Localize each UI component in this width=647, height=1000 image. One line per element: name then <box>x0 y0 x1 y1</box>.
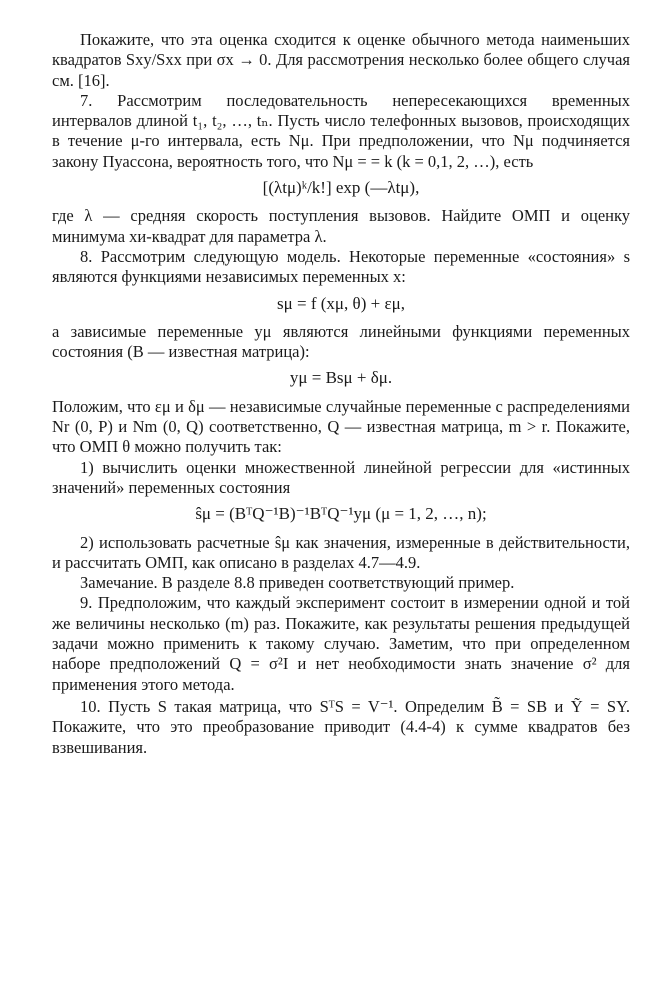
formula-state-model: sμ = f (xμ, θ) + εμ, <box>277 293 405 313</box>
formula-poisson: [(λtμ)ᵏ/k!] exp (—λtμ), <box>262 178 420 198</box>
document-page <box>52 30 630 758</box>
paragraph-problem-8-assumptions: Положим, что εμ и δμ — независимые случайные переменные с распределениями Nr (0, P) и Nm (0, Q) соответственно, Q — известная матрица, m > r. Покажите, что ОМП θ можно получить так: <box>52 396 630 457</box>
paragraph-problem-9: 9. Предположим, что каждый эксперимент состоит в измерении одной и той же величины несколько (m) раз. Покажите, как результаты решения предыдущей задачи можно применить к такому случаю. Заметим, что при определенном наборе предположений Q = σ²I и нет необходимости знать значение σ² для применения этого метода. <box>52 593 630 694</box>
formula-regression-estimate: ŝμ = (BᵀQ⁻¹B)⁻¹BᵀQ⁻¹yμ (μ = 1, 2, …, n); <box>195 504 487 524</box>
paragraph-problem-7-continued: где λ — средняя скорость поступления вызовов. Найдите ОМП и оценку минимума хи-квадрат для параметра λ. <box>52 206 630 246</box>
paragraph-problem-8: 8. Рассмотрим следующую модель. Некоторые переменные «состояния» s являются функциями независимых переменных x: <box>52 246 630 287</box>
paragraph-problem-10: 10. Пусть S такая матрица, что SᵀS = V⁻¹. Определим B̃ = SB и Ỹ = SY. Покажите, что это преобразование приводит (4.4-4) к сумме квадратов без взвешивания. <box>52 696 630 757</box>
paragraph-problem-8-step-1: 1) вычислить оценки множественной линейной регрессии для «истинных значений» переменных состояния <box>52 457 630 497</box>
paragraph-intro: Покажите, что эта оценка сходится к оценке обычного метода наименьших квадратов Sxy/Sxx при σx → 0. Для рассмотрения несколько более общего случая см. [16]. <box>52 30 630 90</box>
paragraph-problem-8-step-2: 2) использовать расчетные ŝμ как значения, измеренные в действительности, и рассчитать ОМП, как описано в разделах 4.7—4.9. <box>52 532 630 572</box>
formula-observation-model: yμ = Bsμ + δμ. <box>289 368 393 388</box>
paragraph-problem-8-dependent: а зависимые переменные yμ являются линейными функциями переменных состояния (B — известная матрица): <box>52 321 630 362</box>
paragraph-problem-7: 7. Рассмотрим последовательность непересекающихся временных интервалов длиной t₁, t₂, …, tₙ. Пусть число телефонных вызовов, происходящих в течение μ-го интервала, есть Nμ. При предположении, что Nμ подчиняется закону Пуассона, вероятность того, что Nμ = = k (k = 0,1, 2, …), есть <box>52 90 630 171</box>
paragraph-problem-8-note: Замечание. В разделе 8.8 приведен соответствующий пример. <box>80 573 515 593</box>
